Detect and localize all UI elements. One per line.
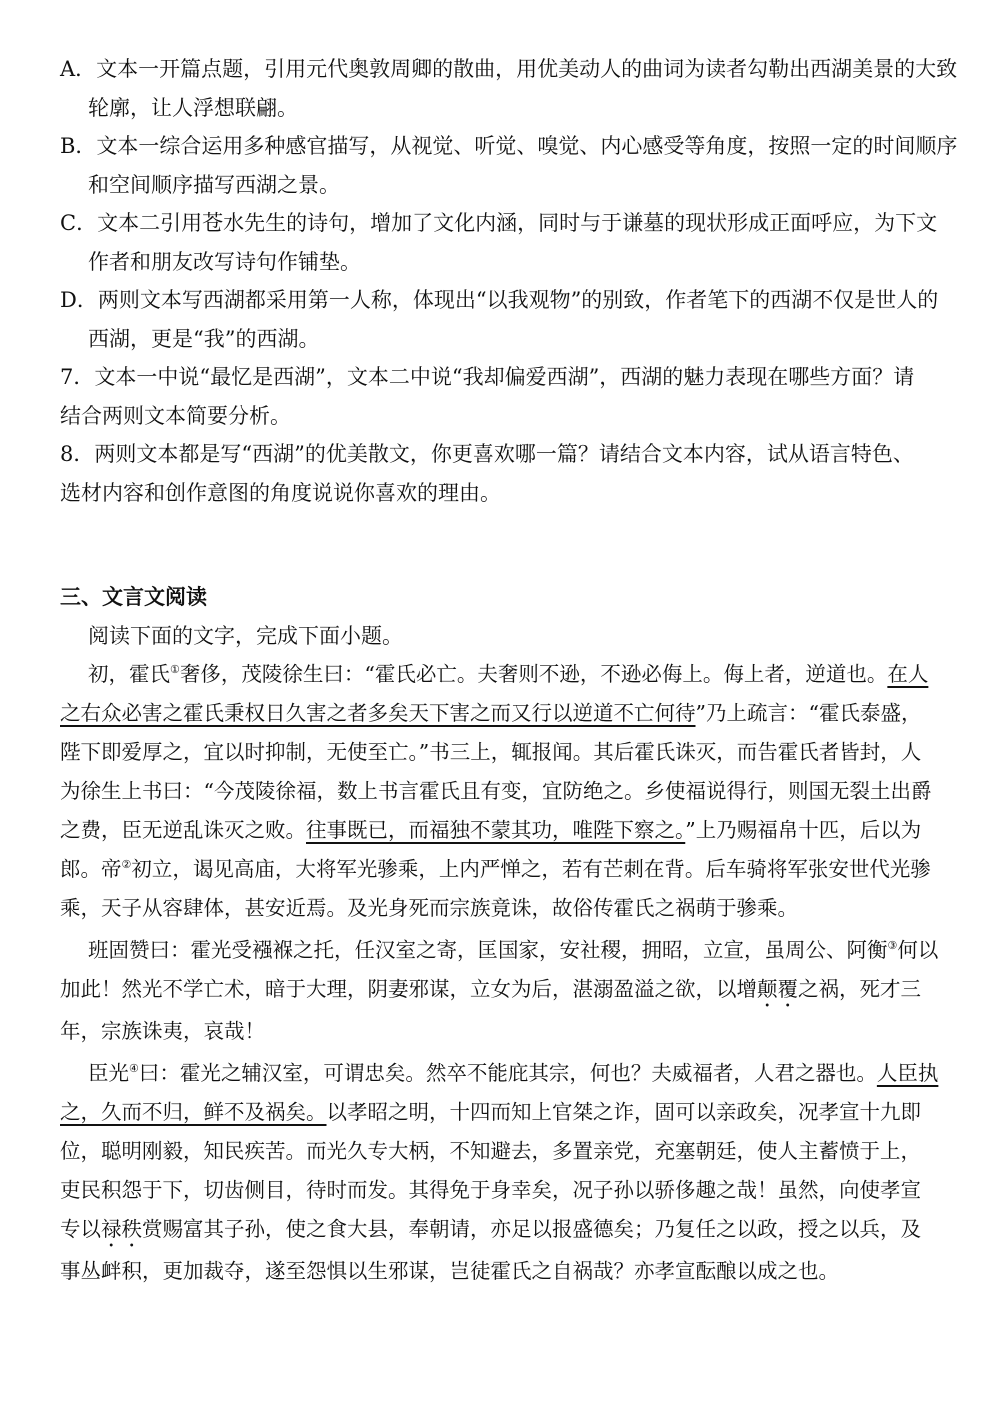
text-run: ”乃上疏言：“霍氏泰盛，陛下即爱厚之，宜以时抑制，无使至亡。”书三上，辄报闻。其后霍氏诛灭，而告霍氏者皆封，人为徐生上书曰：“今茂陵徐福，数上书言霍氏且有变，宜防绝之。乡使福说得行，则国无裂土出爵之费，臣无逆乱诛灭之败。 bbox=[60, 701, 932, 842]
section-gap bbox=[60, 512, 940, 578]
question-8: 8．两则文本都是写“西湖”的优美散文，你更喜欢哪一篇？请结合文本内容，试从语言特色、选材内容和创作意图的角度说说你喜欢的理由。 bbox=[60, 442, 914, 505]
footnote-marker-4: ④ bbox=[129, 1062, 139, 1076]
text-run: 奢侈，茂陵徐生曰：“霍氏必亡。夫奢则不逊，不逊必侮上。侮上者，逆道也。 bbox=[179, 662, 888, 686]
text-run: 曰：霍光之辅汉室，可谓忠矣。然卒不能庇其宗，何也？夫威福者，人君之器也。 bbox=[138, 1061, 877, 1085]
option-c: C．文本二引用苍水先生的诗句，增加了文化内涵，同时与于谦墓的现状形成正面呼应，为下文作者和朋友改写诗句作铺垫。 bbox=[60, 211, 938, 274]
option-d: D．两则文本写西湖都采用第一人称，体现出“以我观物”的别致，作者笔下的西湖不仅是世人的西湖，更是“我”的西湖。 bbox=[60, 288, 939, 351]
text-run: 臣光 bbox=[88, 1061, 129, 1085]
text-run: 初立，谒见高庙，大将军光骖乘，上内严惮之，若有芒刺在背。后车骑将军张安世代光骖乘，天子从容肆体，甚安近焉。及光身死而宗族竟诛，故俗传霍氏之祸萌于骖乘。 bbox=[60, 857, 931, 920]
text-run: ”上乃赐福帛十匹，后以为郎。帝 bbox=[60, 818, 922, 881]
text-run: 初，霍氏 bbox=[88, 662, 170, 686]
text-run: 赏赐富其子孙，使之食大县，奉朝请，亦足以报盛德矣；乃复任之以政，授之以兵，及事丛衅积，更加裁夺，遂至怨惧以生邪谋，岂徒霍氏之自祸哉？亦孝宣酝酿以成之也。 bbox=[60, 1217, 921, 1283]
text-run: 何以加此！然光不学亡术，暗于大理，阴妻邪谋，立女为后，湛溺盈溢之欲，以增 bbox=[60, 938, 939, 1001]
document-page bbox=[60, 50, 958, 1291]
text-run: 之祸，死才三年，宗族诛夷，哀哉！ bbox=[60, 977, 921, 1043]
underlined-sentence-3: 人臣执之，久而不归，鲜不及祸矣。 bbox=[60, 1061, 939, 1124]
section-heading: 三、文言文阅读 bbox=[60, 585, 207, 609]
option-a: A．文本一开篇点题，引用元代奥敦周卿的散曲，用优美动人的曲词为读者勾勒出西湖美景的大致轮廓，让人浮想联翩。 bbox=[60, 57, 958, 120]
footnote-marker-2: ② bbox=[121, 858, 132, 872]
text-run: 班固赞曰：霍光受襁褓之托，任汉室之寄，匡国家，安社稷，拥昭，立宣，虽周公、阿衡 bbox=[88, 938, 888, 962]
emphasized-word-1: 颠覆 bbox=[757, 977, 798, 1001]
footnote-marker-1: ① bbox=[170, 663, 180, 677]
underlined-sentence-2: 往事既已，而福独不蒙其功，唯陛下察之。 bbox=[306, 818, 686, 842]
passage-paragraph-2 bbox=[60, 931, 940, 1051]
question-7: 7．文本一中说“最忆是西湖”，文本二中说“我却偏爱西湖”，西湖的魅力表现在哪些方面？请结合两则文本简要分析。 bbox=[60, 365, 915, 428]
section-intro: 阅读下面的文字，完成下面小题。 bbox=[88, 623, 403, 648]
underlined-sentence-1: 在人之右众必害之霍氏秉权日久害之者多矣天下害之而又行以逆道不亡何待 bbox=[60, 662, 929, 725]
option-b: B．文本一综合运用多种感官描写，从视觉、听觉、嗅觉、内心感受等角度，按照一定的时间顺序和空间顺序描写西湖之景。 bbox=[60, 134, 958, 197]
passage-paragraph-1 bbox=[60, 655, 940, 928]
text-run: 以孝昭之明，十四而知上官桀之诈，固可以亲政矣，况孝宣十九即位，聪明刚毅，知民疾苦。而光久专大柄，不知避去，多置亲党，充塞朝廷，使人主蓄愤于上，吏民积怨于下，切齿侧目，待时而发。其得免于身幸矣，况子孙以骄侈趣之哉！虽然，向使孝宣专以 bbox=[60, 1100, 921, 1241]
emphasized-word-2: 禄秩 bbox=[101, 1217, 142, 1241]
footnote-marker-3: ③ bbox=[887, 939, 898, 953]
passage-paragraph-3 bbox=[60, 1054, 940, 1291]
